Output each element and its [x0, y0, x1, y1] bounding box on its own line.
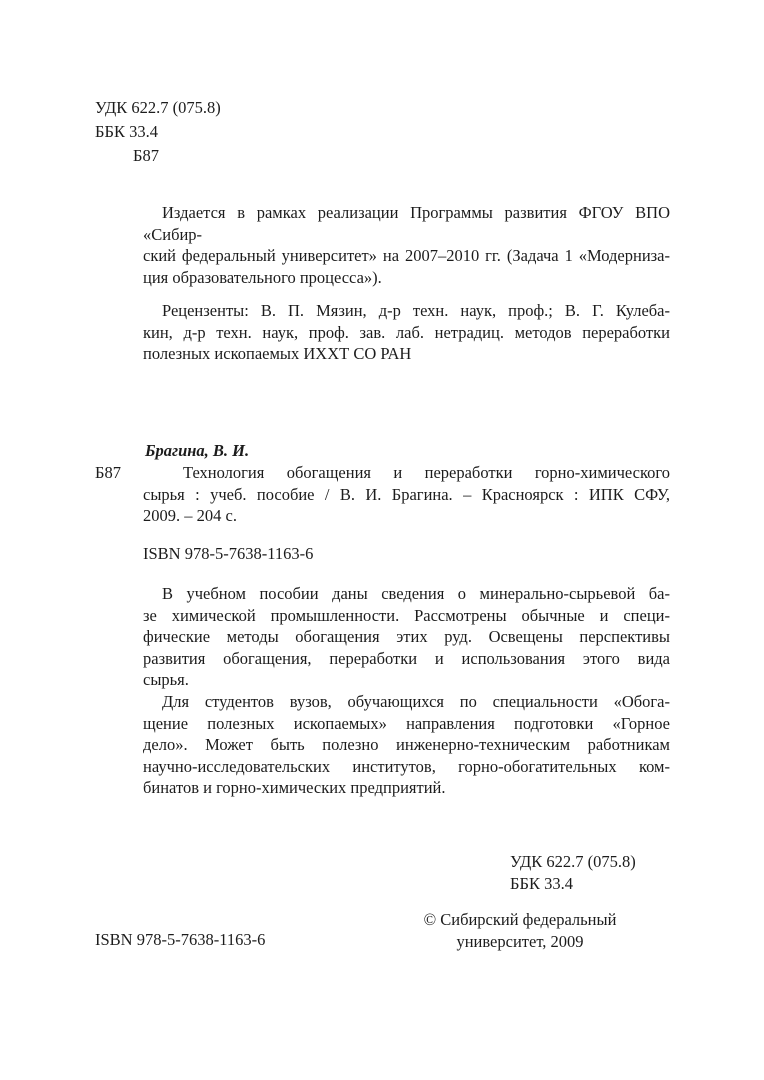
annotation-line: научно-исследовательских институтов, горно-обогатительных ком- [143, 756, 670, 776]
isbn-bottom: ISBN 978-5-7638-1163-6 [95, 930, 266, 949]
annotation [143, 583, 670, 799]
bbk-code-bottom: ББК 33.4 [510, 874, 573, 893]
top-codes-block [95, 96, 221, 168]
reviewers-note [143, 300, 670, 365]
annotation-line: Для студентов вузов, обучающихся по специальности «Обога- [162, 691, 670, 711]
program-note-line: ский федеральный университет» на 2007–2010 гг. (Задача 1 «Модерниза- [143, 246, 670, 266]
reviewers-line: кин, д-р техн. наук, проф. зав. лаб. нетрадиц. методов переработки [143, 322, 670, 342]
bbk-code: ББК 33.4 [95, 122, 158, 141]
bib-description [143, 462, 670, 527]
bib-line: Технология обогащения и переработки горно-химического [183, 463, 670, 482]
annotation-line: В учебном пособии даны сведения о минерально-сырьевой ба- [162, 584, 670, 603]
annotation-line: фические методы обогащения этих руд. Освещены перспективы [143, 627, 670, 647]
copyright-line: университет, 2009 [456, 932, 584, 951]
annotation-line: дело». Может быть полезно инженерно-техническим работникам [143, 735, 670, 755]
copyright-line: © Сибирский федеральный [423, 910, 617, 929]
annotation-line: сырья. [143, 670, 189, 690]
isbn-top: ISBN 978-5-7638-1163-6 [143, 544, 314, 563]
udk-code: УДК 622.7 (075.8) [95, 98, 221, 117]
udk-code-bottom: УДК 622.7 (075.8) [510, 852, 636, 871]
bib-author-sign: Б87 [95, 463, 121, 482]
annotation-line: бинатов и горно-химических предприятий. [143, 778, 446, 798]
annotation-line: развития обогащения, переработки и использования этого вида [143, 648, 670, 668]
bottom-codes-block [510, 851, 636, 895]
program-note-line: Издается в рамках реализации Программы развития ФГОУ ВПО «Сибир- [143, 203, 670, 244]
program-note-line: ция образовательного процесса»). [143, 267, 382, 287]
program-note [143, 202, 670, 288]
reviewers-line: Рецензенты: В. П. Мязин, д-р техн. наук, проф.; В. Г. Кулеба- [162, 301, 670, 320]
annotation-line: зе химической промышленности. Рассмотрены обычные и специ- [143, 605, 670, 625]
bib-line: 2009. – 204 с. [143, 506, 237, 526]
annotation-line: щение полезных ископаемых» направления подготовки «Горное [143, 713, 670, 733]
bib-line: сырья : учеб. пособие / В. И. Брагина. – Красноярск : ИПК СФУ, [143, 484, 670, 504]
author-sign-code: Б87 [133, 146, 159, 165]
bib-author: Брагина, В. И. [145, 441, 250, 460]
reviewers-line: полезных ископаемых ИХХТ СО РАН [143, 344, 412, 364]
copyright-note [415, 909, 625, 953]
